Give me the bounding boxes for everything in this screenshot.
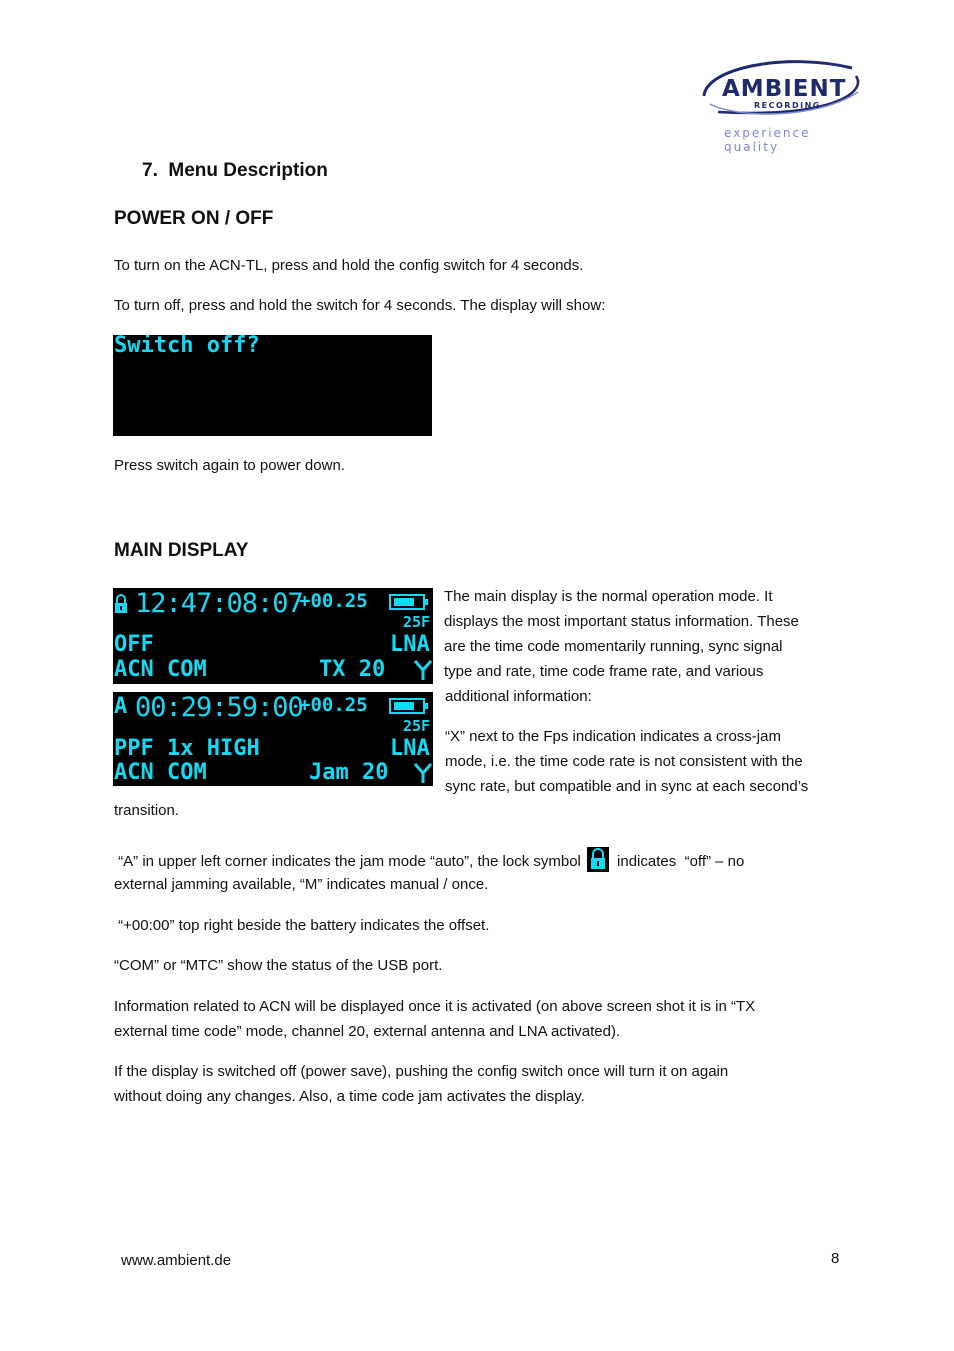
- battery-icon: [389, 594, 429, 610]
- cross-jam-line-1: “X” next to the Fps indication indicates a cross-jam: [445, 728, 781, 745]
- row2-right-2: LNA: [390, 736, 430, 761]
- battery-icon: [389, 698, 429, 714]
- jam-mode-text-post: indicates “off” – no: [612, 853, 745, 870]
- cross-jam-tail: transition.: [114, 802, 180, 819]
- main-display-screen-2: [113, 692, 433, 786]
- row3-left-1: ACN COM: [114, 657, 207, 682]
- power-paragraph-1: To turn on the ACN-TL, press and hold the config switch for 4 seconds.: [114, 257, 584, 274]
- row3-right-2: Jam 20: [309, 760, 389, 785]
- logo-sub: RECORDING: [754, 101, 821, 110]
- power-heading: POWER ON / OFF: [114, 208, 274, 229]
- jam-mode-line-2: external jamming available, “M” indicates manual / once.: [114, 876, 489, 893]
- cross-jam-line-3: sync rate, but compatible and in sync at each second’s: [445, 778, 809, 795]
- antenna-icon: [414, 659, 432, 681]
- row3-right-1: TX 20: [319, 657, 386, 682]
- main-display-desc-line-4: type and rate, time code frame rate, and various: [444, 663, 764, 680]
- jam-mode-text-pre: “A” in upper left corner indicates the jam mode “auto”, the lock symbol: [114, 853, 581, 870]
- acn-paragraph-line-1: Information related to ACN will be displayed once it is activated (on above screen shot it is in “TX: [114, 998, 756, 1015]
- offset-1: +00.25: [299, 590, 368, 612]
- main-display-heading: MAIN DISPLAY: [114, 540, 249, 561]
- timecode-2: 00:29:59:00: [135, 692, 303, 723]
- logo-tagline: experience quality: [724, 126, 811, 154]
- power-paragraph-3: Press switch again to power down.: [114, 457, 345, 474]
- fps-2: 25F: [403, 717, 431, 735]
- offset-2: +00.25: [299, 694, 368, 716]
- row2-left-2: PPF 1x HIGH: [114, 736, 260, 761]
- fps-1: 25F: [403, 613, 431, 631]
- jam-mode-line-1: [114, 847, 744, 874]
- main-display-desc-line-3: are the time code momentarily running, sync signal: [444, 638, 783, 655]
- row2-right-1: LNA: [390, 632, 430, 657]
- main-display-screen-1: [113, 588, 433, 684]
- acn-paragraph-line-2: external time code” mode, channel 20, external antenna and LNA activated).: [114, 1023, 621, 1040]
- antenna-icon: [414, 762, 432, 784]
- jam-mode-2: A: [114, 694, 128, 719]
- row2-left-1: OFF: [114, 632, 154, 657]
- cross-jam-line-2: mode, i.e. the time code rate is not consistent with the: [445, 753, 803, 770]
- inline-lock-icon: [587, 847, 609, 872]
- power-paragraph-2: To turn off, press and hold the switch for 4 seconds. The display will show:: [114, 297, 606, 314]
- switch-off-text: Switch off?: [114, 335, 260, 358]
- offset-paragraph: “+00:00” top right beside the battery indicates the offset.: [114, 917, 490, 934]
- page-number: 8: [831, 1250, 840, 1267]
- power-save-line-2: without doing any changes. Also, a time code jam activates the display.: [114, 1088, 585, 1105]
- main-display-desc-line-1: The main display is the normal operation mode. It: [444, 588, 773, 605]
- row3-left-2: ACN COM: [114, 760, 207, 785]
- timecode-1: 12:47:08:07: [135, 588, 303, 619]
- com-paragraph: “COM” or “MTC” show the status of the USB port.: [114, 957, 443, 974]
- main-display-desc-line-5: additional information:: [445, 688, 592, 705]
- brand-logo: [696, 54, 866, 154]
- main-display-desc-line-2: displays the most important status information. These: [444, 613, 799, 630]
- section-heading: 7. Menu Description: [142, 160, 328, 181]
- footer-url: www.ambient.de: [121, 1252, 232, 1269]
- logo-brand: AMBIENT: [722, 76, 847, 102]
- power-save-line-1: If the display is switched off (power save), pushing the config switch once will turn it on again: [114, 1063, 729, 1080]
- lock-icon: [114, 594, 128, 614]
- switch-off-screen: [113, 335, 432, 436]
